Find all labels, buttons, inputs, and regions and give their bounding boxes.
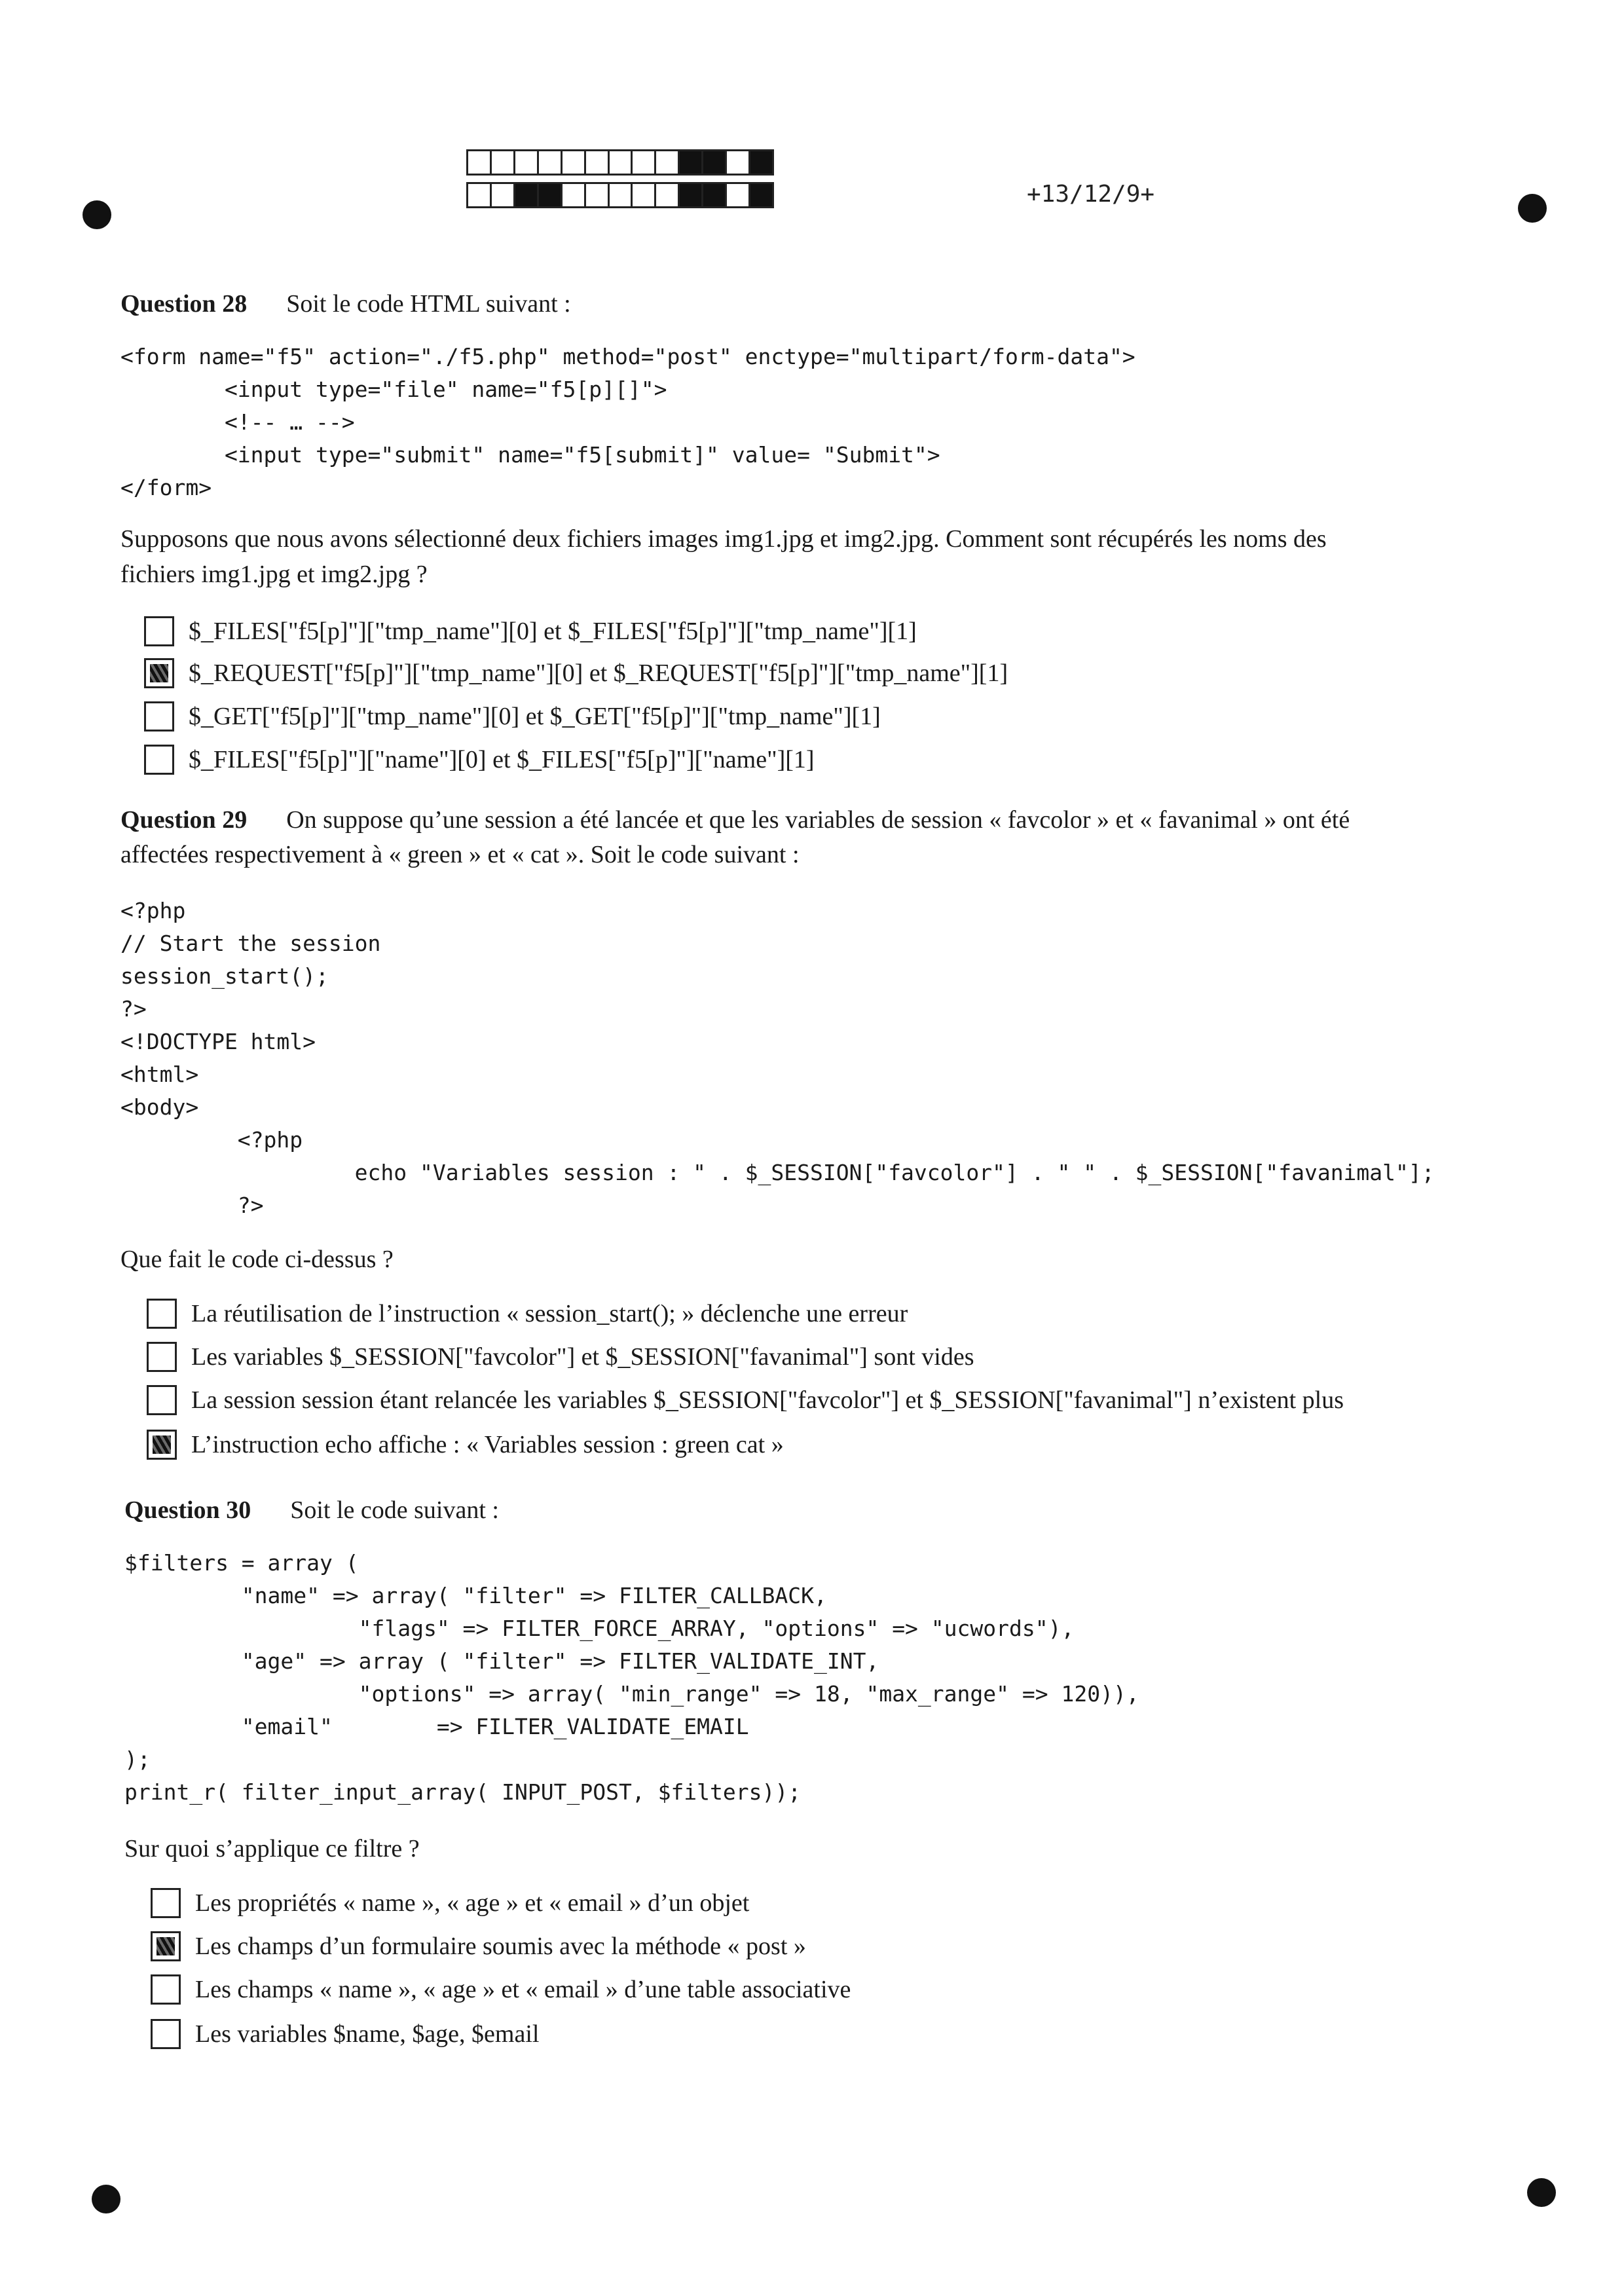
barcode-cell — [513, 182, 539, 208]
barcode-cell — [725, 149, 750, 176]
option-label: Les champs d’un formulaire soumis avec la méthode « post » — [195, 1933, 806, 1960]
q28-text-line-2: fichiers img1.jpg et img2.jpg ? — [120, 561, 428, 588]
q29-intro-line-2: affectées respectivement à « green » et « cat ». Soit le code suivant : — [120, 841, 800, 868]
barcode-cell — [561, 182, 586, 208]
checkbox[interactable] — [144, 701, 174, 731]
question-30-header — [124, 1494, 499, 1526]
barcode-cell — [748, 182, 774, 208]
barcode-cell — [654, 149, 680, 176]
corner-mark-bottom-right — [1527, 2178, 1556, 2207]
checkbox[interactable] — [151, 2019, 181, 2049]
checkbox[interactable] — [144, 658, 174, 688]
option-label: Les variables $_SESSION["favcolor"] et $_SESSION["favanimal"] sont vides — [191, 1343, 974, 1371]
option-label: $_REQUEST["f5[p]"]["tmp_name"][0] et $_REQUEST["f5[p]"]["tmp_name"][1] — [189, 659, 1008, 687]
question-intro: Soit le code suivant : — [290, 1496, 499, 1524]
q30-option-4[interactable] — [151, 2017, 539, 2051]
q30-question: Sur quoi s’applique ce filtre ? — [124, 1835, 420, 1862]
barcode-cell — [701, 149, 727, 176]
checkbox[interactable] — [147, 1430, 177, 1460]
barcode-cell — [490, 149, 515, 176]
q30-code-block: $filters = array ( "name" => array( "filter" => FILTER_CALLBACK, "flags" => FILTER_FORCE_ARRAY, "options" => "ucwords"), "age" => array ( "filter" => FILTER_VALIDATE_INT, "options" => array( "min_range" => 18, "max_range" => 120)), "email" => FILTER_VALIDATE_EMAIL ); print_r( filter_input_array( INPUT_POST, $filters)); — [124, 1550, 1139, 1805]
option-label: Les champs « name », « age » et « email » d’une table associative — [195, 1976, 851, 2003]
q30-option-2[interactable] — [151, 1929, 806, 1963]
question-intro: Soit le code HTML suivant : — [286, 290, 571, 318]
barcode-cell — [584, 149, 610, 176]
option-label: $_FILES["f5[p]"]["tmp_name"][0] et $_FILES["f5[p]"]["tmp_name"][1] — [189, 618, 917, 645]
page-code: +13/12/9+ — [1027, 181, 1155, 208]
option-label: $_GET["f5[p]"]["tmp_name"][0] et $_GET["f5[p]"]["tmp_name"][1] — [189, 703, 881, 730]
barcode-cell — [537, 149, 563, 176]
barcode-cell — [725, 182, 750, 208]
q28-option-4[interactable] — [144, 743, 815, 777]
checkbox[interactable] — [147, 1342, 177, 1372]
question-28-header — [120, 288, 571, 320]
option-label: L’instruction echo affiche : « Variables session : green cat » — [191, 1431, 784, 1458]
q29-code-block: <?php // Start the session session_start(); ?> <!DOCTYPE html> <html> <body> <?php echo "Variables session : " . $_SESSION["favcolor"] . " " . $_SESSION["favanimal"]; ?> — [120, 898, 1435, 1218]
checkbox[interactable] — [151, 1974, 181, 2005]
option-label: Les propriétés « name », « age » et « email » d’un objet — [195, 1889, 750, 1917]
barcode-cell — [490, 182, 515, 208]
barcode-cell — [608, 149, 633, 176]
corner-mark-top-right — [1518, 194, 1547, 223]
q30-option-1[interactable] — [151, 1886, 749, 1920]
barcode-cell — [608, 182, 633, 208]
checkbox[interactable] — [144, 745, 174, 775]
q28-text-line-1: Supposons que nous avons sélectionné deux fichiers images img1.jpg et img2.jpg. Comment sont récupérés les noms des — [120, 525, 1327, 553]
barcode-cell — [561, 149, 586, 176]
barcode-cell — [701, 182, 727, 208]
option-label: La réutilisation de l’instruction « session_start(); » déclenche une erreur — [191, 1300, 908, 1327]
barcode-cell — [537, 182, 563, 208]
barcode-cell — [631, 182, 656, 208]
barcode-cell — [466, 182, 492, 208]
barcode-cell — [748, 149, 774, 176]
q29-option-3[interactable] — [147, 1383, 1344, 1417]
q29-option-1[interactable] — [147, 1297, 908, 1331]
barcode-row-1 — [466, 149, 774, 176]
corner-mark-top-left — [83, 200, 111, 229]
corner-mark-bottom-left — [92, 2185, 120, 2213]
barcode-cell — [584, 182, 610, 208]
checkbox[interactable] — [151, 1931, 181, 1961]
checkbox[interactable] — [151, 1888, 181, 1918]
q29-option-4[interactable] — [147, 1428, 784, 1462]
barcode-cell — [513, 149, 539, 176]
checkbox[interactable] — [144, 616, 174, 646]
question-number: Question 30 — [124, 1496, 251, 1524]
q28-option-2[interactable] — [144, 656, 1008, 690]
option-label: La session session étant relancée les variables $_SESSION["favcolor"] et $_SESSION["favanimal"] n’existent plus — [191, 1386, 1344, 1414]
option-label: $_FILES["f5[p]"]["name"][0] et $_FILES["f5[p]"]["name"][1] — [189, 746, 815, 773]
question-intro: On suppose qu’une session a été lancée et que les variables de session « favcolor » et « favanimal » ont été — [286, 806, 1350, 834]
option-label: Les variables $name, $age, $email — [195, 2020, 540, 2048]
barcode-cell — [654, 182, 680, 208]
checkbox[interactable] — [147, 1299, 177, 1329]
q29-question: Que fait le code ci-dessus ? — [120, 1246, 394, 1273]
q28-option-3[interactable] — [144, 699, 881, 733]
question-29-header — [120, 804, 1350, 836]
question-number: Question 28 — [120, 290, 248, 318]
barcode-row-2 — [466, 182, 774, 208]
barcode-cell — [678, 149, 703, 176]
q30-option-3[interactable] — [151, 1972, 851, 2007]
checkbox[interactable] — [147, 1385, 177, 1415]
barcode-cell — [678, 182, 703, 208]
q28-code-block: <form name="f5" action="./f5.php" method="post" enctype="multipart/form-data"> <input type="file" name="f5[p][]"> <!-- … --> <input type="submit" name="f5[submit]" value= "Submit"> </form> — [120, 344, 1135, 500]
q28-option-1[interactable] — [144, 614, 917, 648]
question-number: Question 29 — [120, 806, 248, 834]
barcode-cell — [631, 149, 656, 176]
q29-option-2[interactable] — [147, 1340, 974, 1374]
barcode-cell — [466, 149, 492, 176]
